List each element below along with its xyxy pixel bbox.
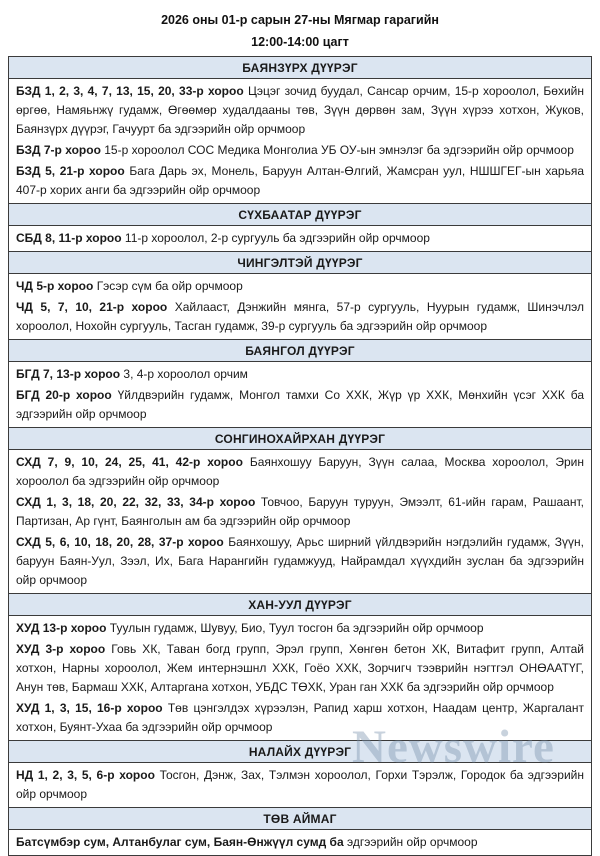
outage-entry-locations: Төв цэнгэлдэх хүрээлэн, Рапид харш хотхон, Наадам центр, Жаргалант хотхон, Буянт-Ухаа ба эдгээрийн ойр орчмоор — [16, 701, 584, 734]
outage-entry — [9, 274, 591, 297]
district-section — [9, 593, 591, 740]
district-section-body — [9, 763, 591, 807]
outage-entry-khoroo-prefix: СХД 5, 6, 10, 18, 20, 28, 37-р хороо — [16, 535, 224, 549]
outage-entry-khoroo-prefix: НД 1, 2, 3, 5, 6-р хороо — [16, 768, 155, 782]
district-section-body — [9, 274, 591, 339]
outage-entry-khoroo-prefix: ХУД 3-р хороо — [16, 642, 106, 656]
district-section — [9, 427, 591, 593]
outage-entry-locations: Үйлдвэрийн гудамж, Монгол тамхи Со ХХК, Жүр үр ХХК, Мөнхийн үсэг ХХК ба эдгээрийн ойр орчмоор — [16, 388, 584, 421]
outage-entry-khoroo-prefix: БЗД 1, 2, 3, 4, 7, 13, 15, 20, 33-р хороо — [16, 84, 244, 98]
outage-entry-locations: Товчоо, Баруун туруун, Эмээлт, 61-ийн гарам, Рашаант, Партизан, Ар гүнт, Баянголын ам ба эдгээрийн ойр орчмоор — [16, 495, 584, 528]
outage-entry-khoroo-prefix: БГД 7, 13-р хороо — [16, 367, 121, 381]
outage-entry-locations: Хайлааст, Дэнжийн мянга, 57-р сургууль, Нуурын гудамж, Шинэчлэл хороолол, Нохойн сургууль, Тасган гудамж, 39-р сургууль ба эдгээрийн ойр орчмоор — [16, 300, 584, 333]
outage-entry-khoroo-prefix: БГД 20-р хороо — [16, 388, 112, 402]
outage-entry — [9, 698, 591, 740]
outage-entry-locations: Цэцэг зочид буудал, Сансар орчим, 15-р хороолол, Бөхийн өргөө, Намяьнжү гудамж, Өгөөмөр худалдааны төв, Зүүн дөрвөн зам, Зүүн хүрээ хотхон, Жуков, Баянзүрх дүүрэг, Гачуурт ба эдгээрийн ойр орчмоор — [16, 84, 585, 136]
district-section — [9, 203, 591, 251]
document-title-date: 2026 оны 01-р сарын 27-ны Мягмар гарагийн — [161, 13, 439, 27]
outage-entry-khoroo-prefix: СБД 8, 11-р хороо — [16, 231, 122, 245]
outage-entry-khoroo-prefix: ХУД 1, 3, 15, 16-р хороо — [16, 701, 163, 715]
outage-entry-khoroo-prefix: ХУД 13-р хороо — [16, 621, 107, 635]
outage-entry — [9, 450, 591, 492]
district-section-header: БАЯНЗҮРХ ДҮҮРЭГ — [9, 57, 591, 79]
district-section-body — [9, 616, 591, 740]
district-section-body — [9, 226, 591, 251]
outage-entry — [9, 297, 591, 339]
document-title-time: 12:00-14:00 цагт — [251, 35, 349, 49]
district-section — [9, 339, 591, 427]
district-section-header: ЧИНГЭЛТЭЙ ДҮҮРЭГ — [9, 251, 591, 274]
outage-entry — [9, 639, 591, 698]
outage-entry-locations: Бага Дарь эх, Монель, Баруун Алтан-Өлгий, Жамсран уул, НШШГЕГ-ын харьяа 407-р хорих анги ба эдгээрийн ойр орчмоор — [16, 164, 584, 197]
outage-entry — [9, 362, 591, 385]
outage-entry — [9, 161, 591, 203]
outage-entry-locations: Говь ХК, Таван богд групп, Эрэл групп, Хөнгөн бетон ХК, Витафит групп, Алтай хотхон, Нарны хороолол, Жем интернэшнл ХХК, Гоёо ХХК, Зорчигч тээврийн нэгтгэл ОНӨААТҮГ, Анун төв, Бармаш ХХК, Алтаргана хотхон, УБДС ТӨХК, Уран ган ХХК ба эдгээрийн ойр орчмоор — [16, 642, 584, 694]
outage-entry-locations: 3, 4-р хороолол орчим — [123, 367, 248, 381]
outage-entry-khoroo-prefix: СХД 1, 3, 18, 20, 22, 32, 33, 34-р хороо — [16, 495, 256, 509]
outage-entry-khoroo-prefix: ЧД 5, 7, 10, 21-р хороо — [16, 300, 168, 314]
district-section — [9, 740, 591, 807]
district-section — [9, 57, 591, 203]
outage-entry — [9, 616, 591, 639]
outage-entry-locations: Гэсэр сүм ба ойр орчмоор — [96, 279, 243, 293]
district-section-body — [9, 830, 591, 855]
district-section-body — [9, 79, 591, 203]
outage-entry-locations: Тосгон, Дэнж, Зах, Тэлмэн хороолол, Горхи Тэрэлж, Городок ба эдгээрийн ойр орчмоор — [16, 768, 584, 801]
district-section-body — [9, 362, 591, 427]
district-section-header: ТӨВ АЙМАГ — [9, 807, 591, 830]
outage-entry-locations: Баянхошуу Баруун, Зүүн салаа, Москва хороолол, Эрин хороолол ба эдгээрийн ойр орчмоор — [16, 455, 584, 488]
outage-entry — [9, 532, 591, 593]
newswire-watermark: Newswire — [352, 721, 555, 773]
outage-entry-khoroo-prefix: БЗД 5, 21-р хороо — [16, 164, 125, 178]
district-section — [9, 807, 591, 855]
outage-entry-locations: Туулын гудамж, Шувуу, Био, Туул тосгон ба эдгээрийн ойр орчмоор — [109, 621, 484, 635]
district-section-header: БАЯНГОЛ ДҮҮРЭГ — [9, 339, 591, 362]
outage-entry-locations: Баянхошуу, Арьс ширний үйлдвэрийн нэгдэлийн гудамж, Зүүн, баруун Баян-Уул, Зээл, Их, Бага Нарангийн гудамжууд, Найрамдал хүүхдийн зуслан ба эдгээрийн ойр орчмоор — [16, 535, 584, 587]
outage-entry — [9, 140, 591, 161]
outage-entry-locations: эдгээрийн ойр орчмоор — [346, 835, 478, 849]
outage-schedule-table — [8, 56, 592, 856]
title-block — [0, 0, 600, 53]
outage-entry-khoroo-prefix: Батсүмбэр сум, Алтанбулаг сум, Баян-Өнжүүл сумд ба — [16, 835, 344, 849]
outage-entry-khoroo-prefix: БЗД 7-р хороо — [16, 143, 101, 157]
district-section-header: ХАН-УУЛ ДҮҮРЭГ — [9, 593, 591, 616]
outage-entry — [9, 763, 591, 807]
outage-entry — [9, 830, 591, 855]
outage-entry — [9, 79, 591, 140]
outage-entry-locations: 15-р хороолол СОС Медика Монголиа УБ ОУ-ын эмнэлэг ба эдгээрийн ойр орчмоор — [104, 143, 574, 157]
outage-entry — [9, 226, 591, 251]
outage-entry — [9, 385, 591, 427]
outage-entry-khoroo-prefix: СХД 7, 9, 10, 24, 25, 41, 42-р хороо — [16, 455, 243, 469]
outage-entry-locations: 11-р хороолол, 2-р сургууль ба эдгээрийн ойр орчмоор — [124, 231, 430, 245]
district-section-header: СҮХБААТАР ДҮҮРЭГ — [9, 203, 591, 226]
outage-entry-khoroo-prefix: ЧД 5-р хороо — [16, 279, 94, 293]
outage-entry — [9, 492, 591, 532]
district-section — [9, 251, 591, 339]
district-section-header: СОНГИНОХАЙРХАН ДҮҮРЭГ — [9, 427, 591, 450]
district-section-body — [9, 450, 591, 593]
district-section-header: НАЛАЙХ ДҮҮРЭГ — [9, 740, 591, 763]
